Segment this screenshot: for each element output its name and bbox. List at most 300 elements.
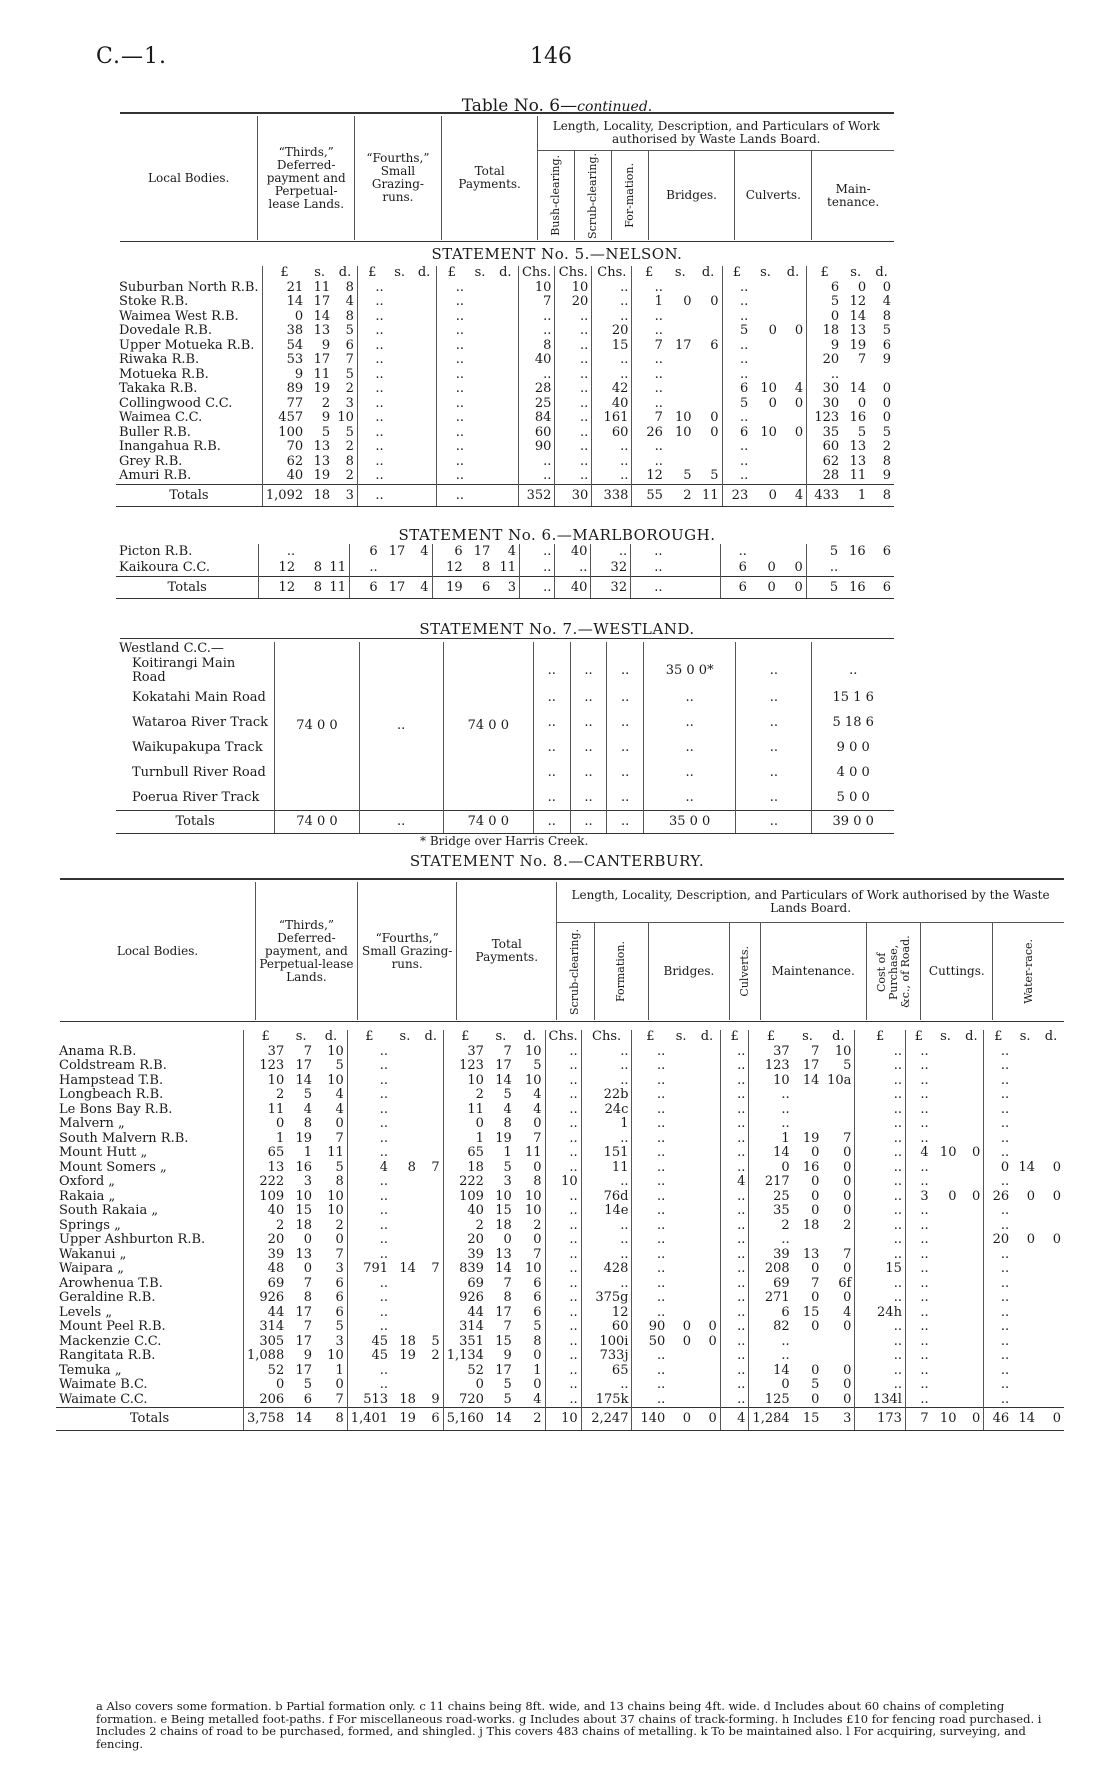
cell: 10 — [932, 1408, 960, 1431]
cell: 5 — [843, 1058, 852, 1073]
cell — [932, 1262, 960, 1277]
cell: 38 — [262, 324, 306, 339]
cell: 9 — [321, 410, 331, 425]
cell: 1 — [581, 1117, 632, 1132]
cell: 8 — [303, 1290, 313, 1305]
cell: .. — [436, 426, 467, 441]
cell — [793, 1117, 823, 1132]
cell: 1,134 — [443, 1349, 487, 1364]
cell: 13 — [849, 439, 867, 454]
cell: 4 — [533, 1391, 542, 1407]
cell: 10 — [525, 1072, 542, 1088]
cell — [391, 1132, 419, 1147]
cell: .. — [607, 736, 644, 761]
col-fourths: “Fourths,” Small Grazing-runs. — [355, 116, 442, 240]
cell: 217 — [749, 1175, 793, 1190]
cell: 109 — [244, 1190, 288, 1205]
table-row — [116, 411, 894, 426]
cell: .. — [855, 1132, 906, 1147]
cell — [419, 1074, 443, 1089]
cell — [1038, 1117, 1064, 1132]
cell: 0 — [843, 1203, 852, 1218]
cell — [695, 397, 723, 412]
cell: 11 — [581, 1161, 632, 1176]
cell: 6 — [419, 1408, 443, 1431]
cell: 0 — [303, 1261, 313, 1276]
cell: 352 — [518, 484, 555, 507]
cell: 11 — [329, 559, 346, 575]
cell: 20 — [984, 1233, 1012, 1248]
cell — [1038, 1219, 1064, 1234]
cell — [1012, 1335, 1038, 1350]
cell — [391, 1364, 419, 1379]
cell: 4 — [503, 1101, 512, 1117]
cell — [932, 1117, 960, 1132]
cell: 17 — [313, 294, 331, 309]
cell: 13 — [849, 453, 867, 469]
cell: 25 — [749, 1190, 793, 1205]
cell: .. — [632, 1248, 668, 1263]
cell: 0 — [794, 559, 803, 575]
cell: 14 — [313, 308, 331, 324]
cell — [694, 1219, 720, 1234]
cell: .. — [855, 1335, 906, 1350]
cell: 5 — [811, 1377, 820, 1392]
cell: .. — [855, 1161, 906, 1176]
cell: .. — [984, 1393, 1012, 1408]
cell: 8 — [533, 1333, 542, 1349]
cell: 10 — [327, 1203, 344, 1218]
cell — [959, 1320, 983, 1335]
cell — [793, 1335, 823, 1350]
cell — [493, 310, 518, 325]
cell: .. — [905, 1132, 931, 1147]
cell: 733j — [581, 1349, 632, 1364]
statement-5-title: STATEMENT No. 5.—NELSON. — [431, 245, 683, 263]
cell: 5 — [503, 1087, 512, 1102]
cell: 3 — [493, 576, 519, 599]
cant-col-scrub: Scrub-clearing. — [568, 928, 582, 1015]
cell: .. — [984, 1262, 1012, 1277]
cell — [932, 1219, 960, 1234]
cell: 11 — [443, 1103, 487, 1118]
cell — [668, 1117, 694, 1132]
cell: 18 — [399, 1333, 416, 1349]
cell — [665, 576, 693, 599]
cell: 0 — [807, 310, 843, 325]
cell: £ — [722, 266, 751, 281]
cell: s. — [1019, 1029, 1031, 1044]
cell: .. — [720, 1059, 749, 1074]
cell — [467, 411, 493, 426]
cell: .. — [632, 1088, 668, 1103]
cell: .. — [905, 1219, 931, 1234]
cell: .. — [720, 1074, 749, 1089]
cell: .. — [905, 1262, 931, 1277]
cell: .. — [905, 1320, 931, 1335]
cell: 140 — [632, 1408, 668, 1431]
cell: 10 — [525, 1043, 542, 1059]
col-scrub: Scrub-clearing. — [586, 152, 600, 239]
cell: d. — [424, 1029, 438, 1044]
cell — [822, 1117, 854, 1132]
cell: 0 — [972, 1145, 981, 1160]
cell: .. — [359, 811, 443, 834]
cell: 17 — [295, 1304, 313, 1320]
blank — [812, 642, 894, 657]
cell: .. — [436, 397, 467, 412]
cell: 206 — [244, 1393, 288, 1408]
cell: .. — [347, 1103, 391, 1118]
cell: 839 — [443, 1262, 487, 1277]
cell: .. — [984, 1349, 1012, 1364]
cell — [695, 281, 723, 296]
cell — [381, 560, 409, 576]
cell: 32 — [591, 576, 631, 599]
cell: 45 — [347, 1335, 391, 1350]
cell — [932, 1233, 960, 1248]
cell: .. — [347, 1074, 391, 1089]
cell: 2,247 — [581, 1408, 632, 1431]
cell: 5 — [503, 1159, 512, 1175]
cell — [780, 455, 807, 470]
cell: 7 — [303, 1043, 313, 1059]
cell: 21 — [262, 281, 306, 296]
cell: .. — [984, 1277, 1012, 1292]
cell: .. — [581, 1059, 632, 1074]
cell: 10 — [555, 281, 592, 296]
cell: .. — [592, 353, 632, 368]
cell: 8 — [503, 1290, 512, 1305]
cell: 0 — [882, 395, 891, 411]
row-label: Inangahua R.B. — [119, 439, 221, 454]
cell: 8 — [335, 1174, 344, 1189]
cell: 5 0 0 — [812, 786, 894, 811]
cell — [842, 368, 869, 383]
cell: .. — [518, 324, 555, 339]
cell: .. — [855, 1248, 906, 1263]
cell: 109 — [443, 1190, 487, 1205]
table-row — [56, 1146, 1064, 1161]
cell: .. — [357, 324, 386, 339]
cell: .. — [855, 1378, 906, 1393]
cell: 35 0 0 — [643, 811, 735, 834]
row-label: Waimate B.C. — [59, 1377, 148, 1392]
cell — [668, 1248, 694, 1263]
cell: 6 — [432, 544, 466, 560]
cell — [1012, 1175, 1038, 1190]
cell: 271 — [749, 1291, 793, 1306]
cell: 14 — [749, 1146, 793, 1161]
blank — [607, 642, 644, 657]
cell — [959, 1117, 983, 1132]
cell: .. — [984, 1045, 1012, 1060]
cell — [822, 1233, 854, 1248]
cell: .. — [632, 1219, 668, 1234]
cell: d. — [700, 1029, 714, 1044]
canterbury-table — [56, 1030, 1064, 1431]
cell: .. — [347, 1204, 391, 1219]
cell: 0 — [533, 1348, 542, 1363]
row-label: Waimea West R.B. — [119, 308, 239, 324]
cell: 65 — [581, 1364, 632, 1379]
cell: 8 — [503, 1116, 512, 1131]
row-label: Mount Peel R.B. — [59, 1319, 166, 1334]
cell — [793, 1349, 823, 1364]
cell: 2 — [244, 1219, 288, 1234]
cell: 11 — [849, 468, 867, 483]
cell: .. — [581, 1378, 632, 1393]
cell: 314 — [443, 1320, 487, 1335]
cell: .. — [545, 1306, 581, 1321]
cell — [822, 1335, 854, 1350]
cell: 35 0 0* — [643, 657, 735, 686]
westland-total: 74 0 0 — [443, 642, 533, 811]
cell — [387, 310, 413, 325]
cell: 6 — [721, 560, 750, 576]
cell: 15 — [295, 1203, 313, 1218]
cell: 90 — [518, 440, 555, 455]
cell: 4 — [533, 1087, 542, 1102]
totals-row — [116, 484, 894, 507]
cell: 12 — [849, 294, 867, 309]
blank — [56, 1030, 244, 1045]
cell: .. — [855, 1349, 906, 1364]
cell: 5 — [503, 1377, 512, 1392]
cell — [419, 1045, 443, 1060]
cell — [668, 1233, 694, 1248]
cell — [419, 1306, 443, 1321]
cell — [1038, 1291, 1064, 1306]
cell: 2 — [515, 1408, 545, 1431]
cell: .. — [545, 1204, 581, 1219]
cell: 2 — [666, 484, 695, 507]
cell: 26 — [632, 426, 666, 441]
cell — [694, 560, 721, 576]
table-row — [116, 324, 894, 339]
row-label: Rakaia „ — [59, 1188, 116, 1204]
cell: 6 — [349, 544, 380, 560]
cell — [695, 382, 723, 397]
cell — [694, 1161, 720, 1176]
cell: .. — [736, 786, 812, 811]
cell: £ — [749, 1030, 793, 1045]
cell — [467, 469, 493, 484]
cell: .. — [545, 1074, 581, 1089]
cell — [780, 411, 807, 426]
row-label: Totals — [56, 1408, 244, 1431]
cell: .. — [545, 1059, 581, 1074]
cell: .. — [436, 455, 467, 470]
blank — [570, 642, 607, 657]
table-row — [56, 1161, 1064, 1176]
totals-row — [116, 576, 894, 599]
cell — [419, 1233, 443, 1248]
cell: 17 — [295, 1362, 313, 1378]
cell: .. — [545, 1045, 581, 1060]
cell: 19 — [495, 1130, 512, 1146]
cell: 13 — [295, 1246, 313, 1262]
cell: 11 — [327, 1145, 344, 1160]
cell — [959, 1378, 983, 1393]
cell: .. — [357, 455, 386, 470]
cell: 54 — [262, 339, 306, 354]
table-row — [56, 1132, 1064, 1147]
statement-6-title: STATEMENT No. 6.—MARLBOROUGH. — [398, 526, 716, 544]
cell: .. — [436, 295, 467, 310]
cell: 60 — [807, 440, 843, 455]
cell: .. — [905, 1349, 931, 1364]
row-label: Collingwood C.C. — [119, 395, 233, 411]
cell — [1038, 1204, 1064, 1219]
cell: 0 — [843, 1174, 852, 1189]
cell: .. — [905, 1393, 931, 1408]
cell — [665, 560, 693, 576]
cell — [419, 1059, 443, 1074]
cell — [694, 1393, 720, 1408]
cell: 1 — [244, 1132, 288, 1147]
table-row — [116, 440, 894, 455]
cell — [419, 1248, 443, 1263]
cell: .. — [749, 1233, 793, 1248]
cell: .. — [533, 811, 570, 834]
cell: 2 — [443, 1088, 487, 1103]
cell: .. — [545, 1320, 581, 1335]
col-bridges: Bridges. — [648, 151, 735, 241]
cell: 4 0 0 — [812, 761, 894, 786]
cant-col-cuttings: Cuttings. — [921, 923, 993, 1021]
cell: .. — [984, 1306, 1012, 1321]
row-label: Wataroa River Track — [132, 714, 269, 730]
cell: .. — [347, 1248, 391, 1263]
cell — [666, 440, 695, 455]
cell: 3 — [303, 1174, 313, 1189]
cell: 6 — [349, 576, 380, 599]
cell: .. — [545, 1248, 581, 1263]
cell: .. — [357, 426, 386, 441]
cell: 5 18 6 — [812, 711, 894, 736]
cell: .. — [905, 1277, 931, 1292]
cell — [1038, 1320, 1064, 1335]
cell: 14 — [287, 1408, 315, 1431]
cell: .. — [855, 1233, 906, 1248]
cell: 19 — [391, 1408, 419, 1431]
cell — [387, 368, 413, 383]
cell — [668, 1074, 694, 1089]
cell: .. — [855, 1364, 906, 1379]
table-row — [56, 1364, 1064, 1379]
cell — [822, 1088, 854, 1103]
cell: .. — [984, 1204, 1012, 1219]
table-row — [56, 1248, 1064, 1263]
cell: 0 — [959, 1408, 983, 1431]
cell — [413, 397, 436, 412]
table-row — [116, 281, 894, 296]
cell — [419, 1190, 443, 1205]
cell: .. — [984, 1175, 1012, 1190]
cell: 14 — [849, 308, 867, 324]
cell: 8 — [882, 308, 891, 324]
cell: .. — [555, 455, 592, 470]
cell: 0 — [857, 395, 867, 411]
cell — [413, 469, 436, 484]
cell: 15 — [495, 1203, 512, 1218]
cell: 0 — [843, 1377, 852, 1392]
cell — [419, 1146, 443, 1161]
cell: .. — [436, 411, 467, 426]
cell: 14 — [399, 1261, 416, 1276]
cell: 7 — [811, 1275, 820, 1291]
cell — [391, 1190, 419, 1205]
totals-row — [116, 811, 894, 834]
cell: .. — [855, 1219, 906, 1234]
cell — [932, 1059, 960, 1074]
cell — [413, 382, 436, 397]
cell: 0 — [811, 1319, 820, 1334]
cell: .. — [357, 397, 386, 412]
cell: 513 — [347, 1393, 391, 1408]
cell: 13 — [849, 323, 867, 338]
cell: 7 — [431, 1159, 440, 1175]
cell: £ — [244, 1030, 288, 1045]
row-label: Buller R.B. — [119, 424, 191, 440]
cell: 5 — [335, 1058, 344, 1073]
cell: 10 — [327, 1348, 344, 1363]
cell: 15 1 6 — [812, 686, 894, 711]
cell — [665, 544, 693, 560]
cell — [959, 1132, 983, 1147]
cell: 4 — [408, 576, 432, 599]
row-label: Le Bons Bay R.B. — [59, 1101, 173, 1117]
cell — [695, 310, 723, 325]
cell: .. — [533, 657, 570, 686]
table-row — [56, 1277, 1064, 1292]
cell: 4 — [303, 1101, 313, 1117]
cell: 5 — [807, 295, 843, 310]
cell: .. — [581, 1219, 632, 1234]
cell: .. — [722, 368, 751, 383]
cell — [695, 455, 723, 470]
cell: .. — [545, 1378, 581, 1393]
col-maint: Main-tenance. — [812, 151, 894, 241]
cell: .. — [347, 1059, 391, 1074]
cell — [779, 544, 806, 560]
cell: d. — [1044, 1029, 1058, 1044]
cell — [493, 368, 518, 383]
cell: 6 — [466, 576, 494, 599]
cell: .. — [591, 544, 631, 560]
cell: 1,092 — [262, 484, 306, 507]
cell: .. — [720, 1262, 749, 1277]
cell: 0 — [749, 1378, 793, 1393]
cell: 70 — [262, 440, 306, 455]
cell: .. — [905, 1175, 931, 1190]
cell — [932, 1320, 960, 1335]
cell — [493, 281, 518, 296]
cell: .. — [357, 295, 386, 310]
cell: 13 — [313, 439, 331, 454]
cell: .. — [632, 1393, 668, 1408]
cell: 7 — [345, 352, 354, 367]
cell — [1012, 1074, 1038, 1089]
cell: 5 — [335, 1319, 344, 1334]
cell: 0 — [708, 1319, 717, 1334]
cell — [694, 1204, 720, 1219]
cell: .. — [905, 1204, 931, 1219]
cell: .. — [720, 1146, 749, 1161]
cell — [419, 1291, 443, 1306]
cell: .. — [722, 295, 751, 310]
